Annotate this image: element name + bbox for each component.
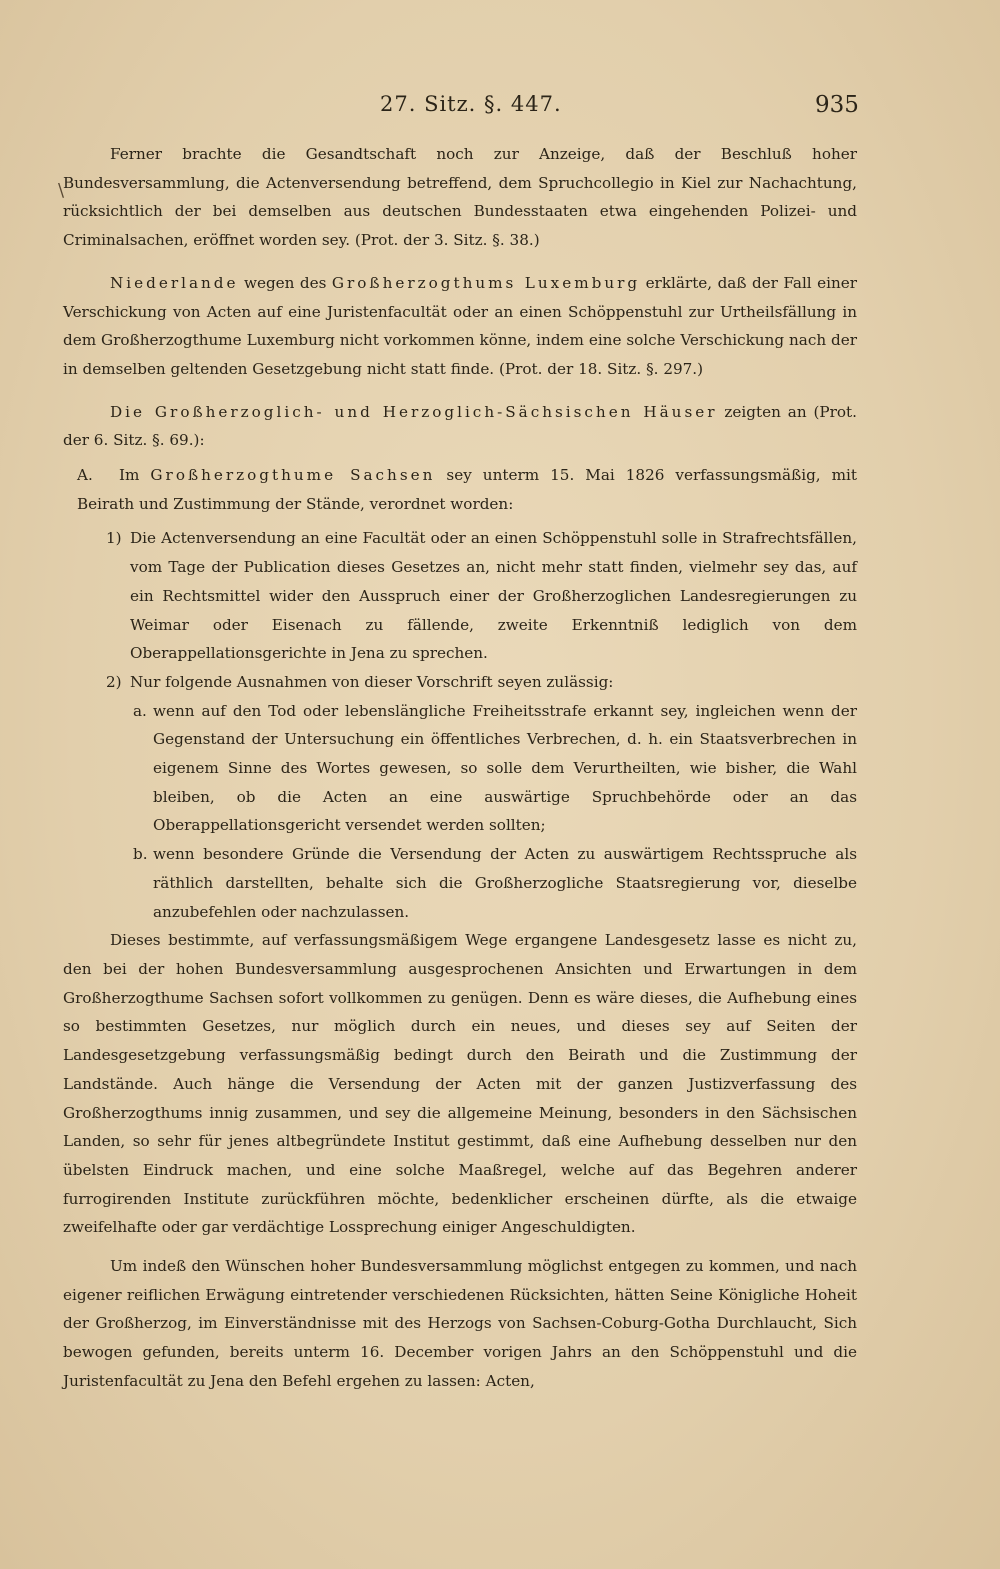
page-number: 935 <box>815 92 859 118</box>
page-header <box>0 92 1000 122</box>
sub-item-b-label: b. <box>133 845 148 864</box>
sub-item-a <box>63 697 857 841</box>
sub-item-a-text: wenn auf den Tod oder lebenslängliche Freiheitsstrafe erkannt sey, ingleichen wenn der Gegenstand der Untersuchung ein öffentliches Verbrechen, d. h. ein Staatsverbrechen in eigenem Sinne des Wortes gewesen, so solle dem Verurtheilten, wie bisher, die Wahl bleiben, ob die Acten an eine auswärtige Spruchbehörde oder an das Oberappellationsgericht versendet werden sollten; <box>153 701 857 835</box>
page-body <box>63 140 857 1396</box>
section-a-lead: Im <box>119 466 151 485</box>
section-a <box>63 461 857 518</box>
paragraph-niederlande <box>63 269 857 384</box>
paragraph-bundesversammlung: Um indeß den Wünschen hoher Bundesversammlung möglichst entgegen zu kommen, und nach eigener reiflichen Erwägung eintretender verschiedenen Rücksichten, hätten Seine Königliche Hoheit der Großherzog, im Einverständnisse mit des Herzogs von Sachsen-Coburg-Gotha Durchlaucht, Sich bewogen gefunden, bereits unterm 16. December vorigen Jahrs an den Schöppenstuhl und die Juristenfacultät zu Jena den Befehl ergehen zu lassen: Acten, <box>63 1257 857 1390</box>
paragraph-niederlande-text-1: wegen des <box>238 273 332 292</box>
paragraph-saechsische-haeuser <box>63 398 857 455</box>
paragraph-landesgesetz: Dieses bestimmte, auf verfassungsmäßigem Wege ergangene Landesgesetz lasse es nicht zu, den bei der hohen Bundesversammlung ausgesprochenen Ansichten und Erwartungen in dem Großherzogthume Sachsen sofort vollkommen zu genügen. Denn es wäre dieses, die Aufhebung eines so bestimmten Gesetzes, nur möglich durch ein neues, und dieses sey auf Seiten der Landesgesetzgebung verfassungsmäßig bedingt durch den Beirath und die Zustimmung der Landstände. Auch hänge die Versendung der Acten mit der ganzen Justizverfassung des Großherzogthums innig zusammen, und sey die allgemeine Meinung, besonders in den Sächsischen Landen, so sehr für jenes altbegründete Institut gestimmt, daß eine Aufhebung desselben nur den übelsten Eindruck machen, und eine solche Maaßregel, welche auf das Begehren anderer furrogirenden Institute zurückführen möchte, bedenklicher erscheinen dürfte, als die etwaige zweifelhafte oder gar verdächtige Lossprechung einiger Angeschuldigten. <box>63 931 857 1237</box>
list-item-2-text: Nur folgende Ausnahmen von dieser Vorschrift seyen zulässig: <box>130 672 614 691</box>
list-item-2-label: 2) <box>106 672 122 691</box>
list-item-1-text: Die Actenversendung an eine Facultät oder an einen Schöppenstuhl solle in Strafrechtsfällen, vom Tage der Publication dieses Gesetzes an, nicht mehr statt finden, vielmehr sey das, auf ein Rechtsmittel wider den Ausspruch einer der Großherzoglichen Landesregierungen zu Weimar oder Eisenach zu fällende, zweite Erkenntniß lediglich von dem Oberappellationsgerichte in Jena zu sprechen. <box>130 529 857 663</box>
margin-mark: \ <box>58 180 65 201</box>
sub-item-b <box>63 840 857 926</box>
state-name-sachsen: Großherzogthume Sachsen <box>150 466 436 485</box>
state-name-luxemburg: Großherzogthums Luxemburg <box>331 273 641 292</box>
section-a-text: sey unterm 15. Mai 1826 verfassungsmäßig, mit Beirath und Zustimmung der Stände, verordnet worden: <box>77 466 857 513</box>
paragraph-saechsische-haeuser-text: zeigten an (Prot. der 6. Sitz. §. 69.): <box>63 402 857 450</box>
paragraph-gesandtschaft: Ferner brachte die Gesandtschaft noch zur Anzeige, daß der Beschluß hoher Bundesversammlung, die Actenversendung betreffend, dem Spruchcollegio in Kiel zur Nachachtung, rücksichtlich der bei demselben aus deutschen Bundesstaaten etwa eingehenden Polizei- und Criminalsachen, eröffnet worden sey. (Prot. der 3. Sitz. §. 38.) <box>63 145 857 250</box>
list-item-1-label: 1) <box>106 529 122 548</box>
list-item-2 <box>63 668 857 697</box>
list-item-1 <box>63 524 857 668</box>
running-head: 27. Sitz. §. 447. <box>380 92 562 116</box>
state-name-saechsische-haeuser: Die Großherzoglich- und Herzoglich-Sächsischen Häuser <box>110 402 718 421</box>
section-a-label: A. <box>77 466 93 485</box>
sub-item-a-label: a. <box>133 701 147 720</box>
paragraph-niederlande-text-2: erklärte, daß der Fall einer Verschickung von Acten auf eine Juristenfacultät oder an einen Schöppenstuhl zur Urtheilsfällung in dem Großherzogthume Luxemburg nicht vorkommen könne, indem eine solche Verschickung nach der in demselben geltenden Gesetzgebung nicht statt finde. (Prot. der 18. Sitz. §. 297.) <box>63 273 857 378</box>
sub-item-b-text: wenn besondere Gründe die Versendung der Acten zu auswärtigem Rechtsspruche als räthlich darstellten, behalte sich die Großherzogliche Staatsregierung vor, dieselbe anzubefehlen oder nachzulassen. <box>153 845 857 921</box>
state-name-niederlande: Niederlande <box>110 273 239 292</box>
